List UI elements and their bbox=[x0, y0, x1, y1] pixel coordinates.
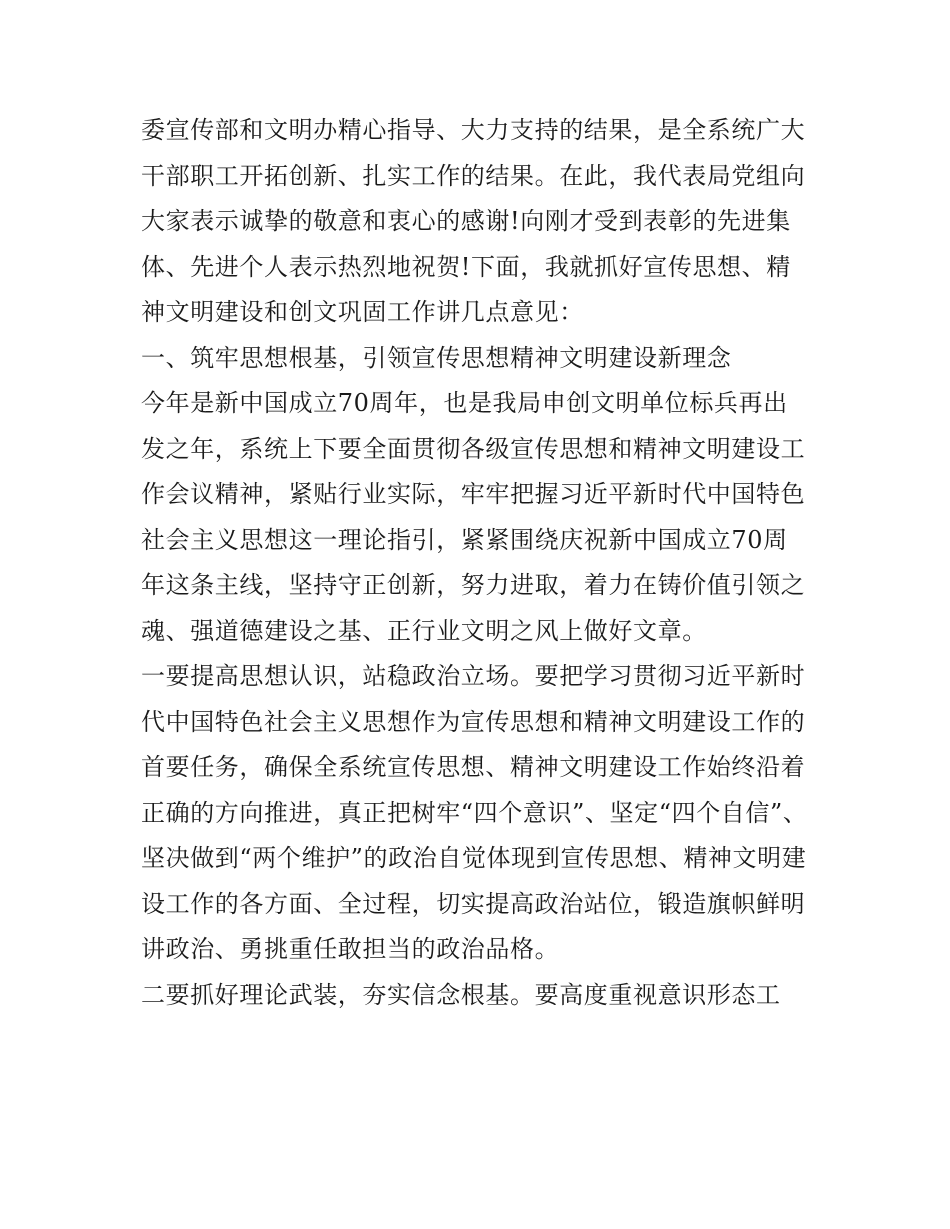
text-line: 今年是新中国成立70周年，也是我局申创文明单位标兵再出 bbox=[141, 389, 788, 417]
text-line: 魂、强道德建设之基、正行业文明之风上做好文章。 bbox=[141, 616, 707, 645]
text-line: 坚决做到“两个维护”的政治自觉体现到宣传思想、精神文明建 bbox=[141, 844, 807, 872]
text-line: 作会议精神，紧贴行业实际，牢牢把握习近平新时代中国特色 bbox=[141, 480, 806, 508]
text-line: 干部职工开拓创新、扎实工作的结果。在此，我代表局党组向 bbox=[141, 161, 806, 190]
text-line: 委宣传部和文明办精心指导、大力支持的结果，是全系统广大 bbox=[141, 116, 806, 144]
text-line: 社会主义思想这一理论指引，紧紧围绕庆祝新中国成立70周 bbox=[141, 525, 788, 554]
text-line: 大家表示诚挚的敬意和衷心的感谢!向刚才受到表彰的先进集 bbox=[141, 207, 791, 235]
text-line: 一要提高思想认识，站稳政治立场。要把学习贯彻习近平新时 bbox=[141, 662, 806, 690]
text-line: 神文明建设和创文巩固工作讲几点意见： bbox=[141, 298, 584, 326]
section-heading: 一、筑牢思想根基，引领宣传思想精神文明建设新理念 bbox=[141, 343, 732, 372]
text-line: 发之年，系统上下要全面贯彻各级宣传思想和精神文明建设工 bbox=[141, 434, 806, 463]
document-body bbox=[141, 108, 821, 1018]
text-line: 年这条主线，坚持守正创新，努力进取，着力在铸价值引领之 bbox=[141, 571, 806, 599]
text-line: 设工作的各方面、全过程，切实提高政治站位，锻造旗帜鲜明 bbox=[141, 889, 806, 918]
text-line: 二要抓好理论武装，夯实信念根基。要高度重视意识形态工 bbox=[141, 980, 781, 1009]
text-line: 体、先进个人表示热烈地祝贺!下面，我就抓好宣传思想、精 bbox=[141, 252, 791, 281]
text-line: 正确的方向推进，真正把树牢“四个意识”、坚定“四个自信”、 bbox=[141, 798, 808, 827]
text-line: 首要任务，确保全系统宣传思想、精神文明建设工作始终沿着 bbox=[141, 753, 806, 781]
text-line: 讲政治、勇挑重任敢担当的政治品格。 bbox=[141, 935, 560, 963]
text-line: 代中国特色社会主义思想作为宣传思想和精神文明建设工作的 bbox=[141, 707, 806, 736]
